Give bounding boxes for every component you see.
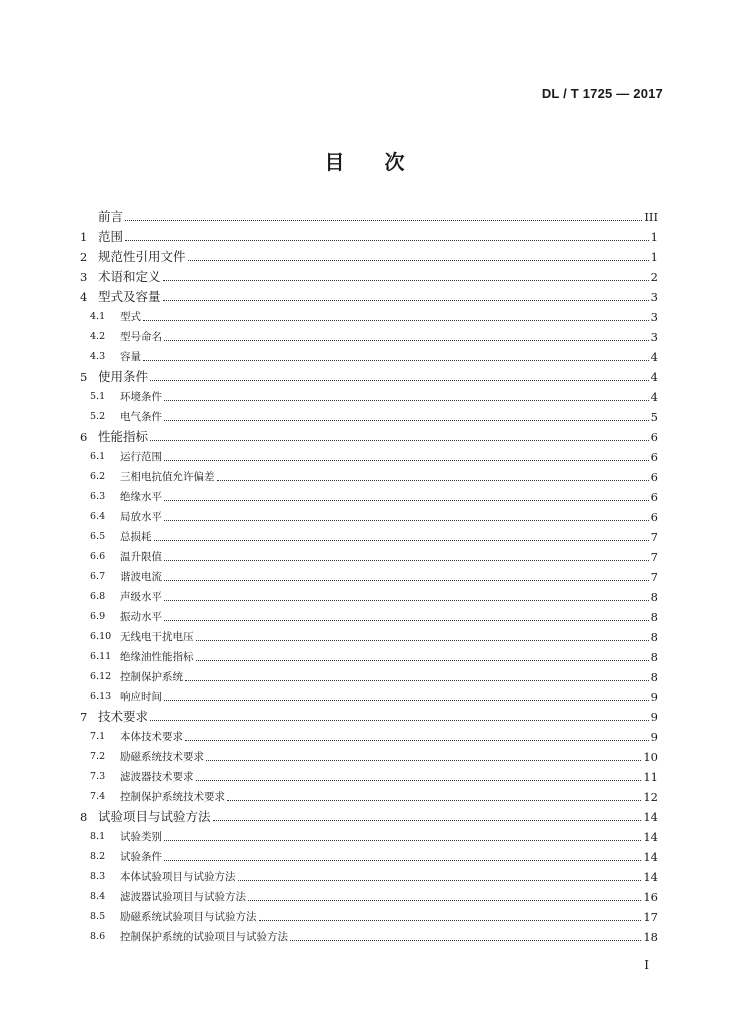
- toc-entry[interactable]: [80, 784, 658, 804]
- toc-leader-dots: [164, 400, 649, 401]
- toc-entry-page: III: [644, 210, 658, 224]
- toc-entry-label: 试验类别: [120, 831, 162, 843]
- toc-entry[interactable]: [80, 864, 658, 884]
- toc-entry[interactable]: [80, 884, 658, 904]
- toc-entry-page: 7: [650, 550, 658, 564]
- toc-entry-label: 型式: [120, 311, 141, 323]
- toc-entry-page: 1: [650, 230, 658, 244]
- toc-entry-page: 3: [650, 330, 658, 344]
- standard-code: DL / T 1725 — 2017: [541, 86, 663, 101]
- toc-leader-dots: [164, 500, 649, 501]
- toc-leader-dots: [150, 440, 649, 441]
- toc-entry-number: 6.2: [90, 471, 106, 482]
- toc-leader-dots: [143, 360, 649, 361]
- toc-leader-dots: [163, 300, 649, 301]
- toc-entry-number: 4.1: [90, 311, 106, 322]
- toc-entry-page: 6: [650, 490, 658, 504]
- toc-entry-number: 6.1: [90, 451, 106, 462]
- toc-entry-label: 本体试验项目与试验方法: [120, 871, 236, 883]
- toc-entry-label: 规范性引用文件: [98, 249, 186, 264]
- toc-entry-page: 8: [650, 670, 658, 684]
- toc-entry-label: 试验条件: [120, 851, 162, 863]
- toc-entry-number: 6.9: [90, 611, 106, 622]
- toc-leader-dots: [164, 460, 649, 461]
- toc-entry-page: 12: [643, 790, 658, 804]
- toc-leader-dots: [143, 320, 649, 321]
- toc-entry-page: 6: [650, 510, 658, 524]
- toc-entry-number: 7.4: [90, 791, 106, 802]
- toc-entry-label: 绝缘油性能指标: [120, 651, 194, 663]
- toc-entry[interactable]: [80, 524, 658, 544]
- toc-entry-label: 滤波器试验项目与试验方法: [120, 891, 246, 903]
- toc-entry-number: 4: [80, 290, 88, 304]
- toc-entry[interactable]: [80, 624, 658, 644]
- toc-entry-label: 技术要求: [98, 709, 149, 724]
- toc-entry[interactable]: [80, 544, 658, 564]
- toc-entry-number: 6.7: [90, 571, 106, 582]
- toc-entry-label: 控制保护系统的试验项目与试验方法: [120, 931, 288, 943]
- toc-entry[interactable]: [80, 424, 658, 444]
- toc-entry-page: 8: [650, 610, 658, 624]
- toc-entry-label: 前言: [98, 209, 124, 224]
- toc-leader-dots: [196, 640, 649, 641]
- toc-entry-page: 9: [650, 710, 658, 724]
- toc-entry[interactable]: [80, 804, 658, 824]
- toc-leader-dots: [238, 880, 642, 881]
- toc-entry-number: 6.6: [90, 551, 106, 562]
- toc-leader-dots: [196, 780, 642, 781]
- toc-entry-page: 14: [643, 850, 658, 864]
- toc-entry-label: 滤波器技术要求: [120, 771, 194, 783]
- toc-leader-dots: [164, 340, 649, 341]
- toc-entry-label: 运行范围: [120, 451, 162, 463]
- toc-entry-number: 8: [80, 810, 88, 824]
- toc-entry-page: 9: [650, 730, 658, 744]
- toc-entry-page: 8: [650, 590, 658, 604]
- toc-entry[interactable]: [80, 644, 658, 664]
- toc-entry-number: 8.6: [90, 931, 106, 942]
- toc-entry-page: 2: [650, 270, 658, 284]
- toc-entry-label: 温升限值: [120, 551, 162, 563]
- toc-entry-label: 控制保护系统: [120, 671, 183, 683]
- toc-entry-page: 4: [650, 390, 658, 404]
- toc-entry-page: 10: [643, 750, 658, 764]
- toc-entry[interactable]: [80, 904, 658, 924]
- toc-entry-number: 8.1: [90, 831, 106, 842]
- toc-entry-page: 4: [650, 370, 658, 384]
- toc-entry[interactable]: [80, 484, 658, 504]
- toc-entry-label: 电气条件: [120, 411, 162, 423]
- toc-entry[interactable]: [80, 264, 658, 284]
- toc-entry[interactable]: [80, 344, 658, 364]
- toc-entry-label: 声级水平: [120, 591, 162, 603]
- toc-leader-dots: [164, 560, 649, 561]
- toc-leader-dots: [150, 720, 649, 721]
- toc-entry-label: 局放水平: [120, 511, 162, 523]
- toc-entry-label: 试验项目与试验方法: [98, 809, 211, 824]
- toc-leader-dots: [227, 800, 641, 801]
- toc-leader-dots: [125, 220, 642, 221]
- toc-entry[interactable]: [80, 744, 658, 764]
- toc-leader-dots: [290, 940, 641, 941]
- toc-leader-dots: [206, 760, 641, 761]
- toc-entry-label: 绝缘水平: [120, 491, 162, 503]
- page-title: 目次: [324, 150, 445, 174]
- toc-entry-number: 5.2: [90, 411, 106, 422]
- toc-entry-number: 7.2: [90, 751, 106, 762]
- table-of-contents: [80, 204, 658, 944]
- toc-entry-page: 17: [643, 910, 658, 924]
- toc-entry-number: 6.10: [90, 631, 112, 642]
- toc-entry-page: 14: [643, 870, 658, 884]
- toc-leader-dots: [125, 240, 649, 241]
- toc-entry[interactable]: [80, 924, 658, 944]
- page-number: I: [644, 958, 649, 972]
- toc-entry-page: 11: [643, 770, 658, 784]
- toc-entry-page: 8: [650, 650, 658, 664]
- toc-entry-number: 8.4: [90, 891, 106, 902]
- toc-entry-label: 使用条件: [98, 369, 149, 384]
- toc-entry[interactable]: [80, 564, 658, 584]
- toc-entry-page: 6: [650, 450, 658, 464]
- toc-entry-label: 型式及容量: [98, 289, 161, 304]
- toc-entry-page: 1: [650, 250, 658, 264]
- toc-entry-number: 4.2: [90, 331, 106, 342]
- toc-entry-label: 励磁系统技术要求: [120, 751, 204, 763]
- toc-entry-label: 响应时间: [120, 691, 162, 703]
- toc-leader-dots: [163, 280, 649, 281]
- toc-entry[interactable]: [80, 844, 658, 864]
- toc-leader-dots: [164, 700, 649, 701]
- toc-leader-dots: [154, 540, 649, 541]
- toc-entry[interactable]: [80, 404, 658, 424]
- toc-entry-label: 励磁系统试验项目与试验方法: [120, 911, 257, 923]
- toc-entry-label: 环境条件: [120, 391, 162, 403]
- toc-entry-label: 三相电抗值允许偏差: [120, 471, 215, 483]
- toc-entry-label: 控制保护系统技术要求: [120, 791, 225, 803]
- toc-entry-page: 8: [650, 630, 658, 644]
- toc-entry-label: 总损耗: [120, 531, 152, 543]
- toc-entry[interactable]: [80, 764, 658, 784]
- toc-entry-page: 7: [650, 530, 658, 544]
- toc-entry-number: 8.2: [90, 851, 106, 862]
- toc-entry-number: 6.4: [90, 511, 106, 522]
- toc-leader-dots: [164, 580, 649, 581]
- toc-entry-number: 6: [80, 430, 88, 444]
- toc-entry-number: 6.5: [90, 531, 106, 542]
- toc-entry-number: 8.3: [90, 871, 106, 882]
- toc-leader-dots: [164, 420, 649, 421]
- toc-entry[interactable]: [80, 444, 658, 464]
- toc-entry-label: 谐波电流: [120, 571, 162, 583]
- toc-entry-label: 术语和定义: [98, 269, 161, 284]
- toc-leader-dots: [185, 680, 649, 681]
- toc-entry-number: 4.3: [90, 351, 106, 362]
- toc-entry-page: 18: [643, 930, 658, 944]
- toc-entry[interactable]: [80, 664, 658, 684]
- toc-entry[interactable]: [80, 224, 658, 244]
- toc-entry-number: 2: [80, 250, 88, 264]
- toc-leader-dots: [248, 900, 641, 901]
- toc-entry[interactable]: [80, 504, 658, 524]
- toc-entry-page: 7: [650, 570, 658, 584]
- toc-entry-number: 8.5: [90, 911, 106, 922]
- toc-leader-dots: [188, 260, 649, 261]
- toc-entry-label: 容量: [120, 351, 141, 363]
- toc-entry-page: 6: [650, 430, 658, 444]
- toc-entry-page: 3: [650, 310, 658, 324]
- toc-entry[interactable]: [80, 304, 658, 324]
- toc-leader-dots: [164, 600, 649, 601]
- toc-entry-number: 5: [80, 370, 88, 384]
- toc-entry-page: 3: [650, 290, 658, 304]
- toc-entry[interactable]: [80, 704, 658, 724]
- toc-entry-number: 6.11: [90, 651, 112, 662]
- toc-entry-number: 7.1: [90, 731, 106, 742]
- toc-entry-page: 6: [650, 470, 658, 484]
- toc-entry-label: 范围: [98, 229, 124, 244]
- toc-leader-dots: [213, 820, 642, 821]
- toc-entry-page: 16: [643, 890, 658, 904]
- toc-entry[interactable]: [80, 724, 658, 744]
- toc-entry[interactable]: [80, 684, 658, 704]
- toc-entry-number: 1: [80, 230, 88, 244]
- toc-entry[interactable]: [80, 324, 658, 344]
- toc-leader-dots: [185, 740, 649, 741]
- toc-entry-page: 4: [650, 350, 658, 364]
- toc-entry[interactable]: [80, 204, 658, 224]
- toc-entry-number: 5.1: [90, 391, 106, 402]
- toc-entry-page: 9: [650, 690, 658, 704]
- toc-entry-label: 振动水平: [120, 611, 162, 623]
- toc-leader-dots: [150, 380, 649, 381]
- toc-entry[interactable]: [80, 244, 658, 264]
- toc-leader-dots: [196, 660, 649, 661]
- toc-entry-page: 14: [643, 810, 658, 824]
- toc-entry-number: 6.13: [90, 691, 112, 702]
- toc-entry-label: 无线电干扰电压: [120, 631, 194, 643]
- toc-entry[interactable]: [80, 284, 658, 304]
- toc-leader-dots: [164, 520, 649, 521]
- toc-entry-number: 7.3: [90, 771, 106, 782]
- toc-entry-number: 7: [80, 710, 88, 724]
- toc-entry[interactable]: [80, 364, 658, 384]
- toc-entry-page: 5: [650, 410, 658, 424]
- toc-entry-label: 型号命名: [120, 331, 162, 343]
- toc-entry-page: 14: [643, 830, 658, 844]
- toc-entry[interactable]: [80, 824, 658, 844]
- toc-leader-dots: [217, 480, 649, 481]
- toc-leader-dots: [164, 620, 649, 621]
- toc-entry-label: 性能指标: [98, 429, 149, 444]
- toc-entry-number: 6.8: [90, 591, 106, 602]
- toc-leader-dots: [164, 860, 641, 861]
- toc-entry-number: 3: [80, 270, 88, 284]
- toc-leader-dots: [259, 920, 642, 921]
- toc-entry-label: 本体技术要求: [120, 731, 183, 743]
- toc-entry[interactable]: [80, 584, 658, 604]
- toc-entry[interactable]: [80, 464, 658, 484]
- toc-entry-number: 6.12: [90, 671, 112, 682]
- toc-leader-dots: [164, 840, 641, 841]
- toc-entry[interactable]: [80, 384, 658, 404]
- toc-entry-number: 6.3: [90, 491, 106, 502]
- toc-entry[interactable]: [80, 604, 658, 624]
